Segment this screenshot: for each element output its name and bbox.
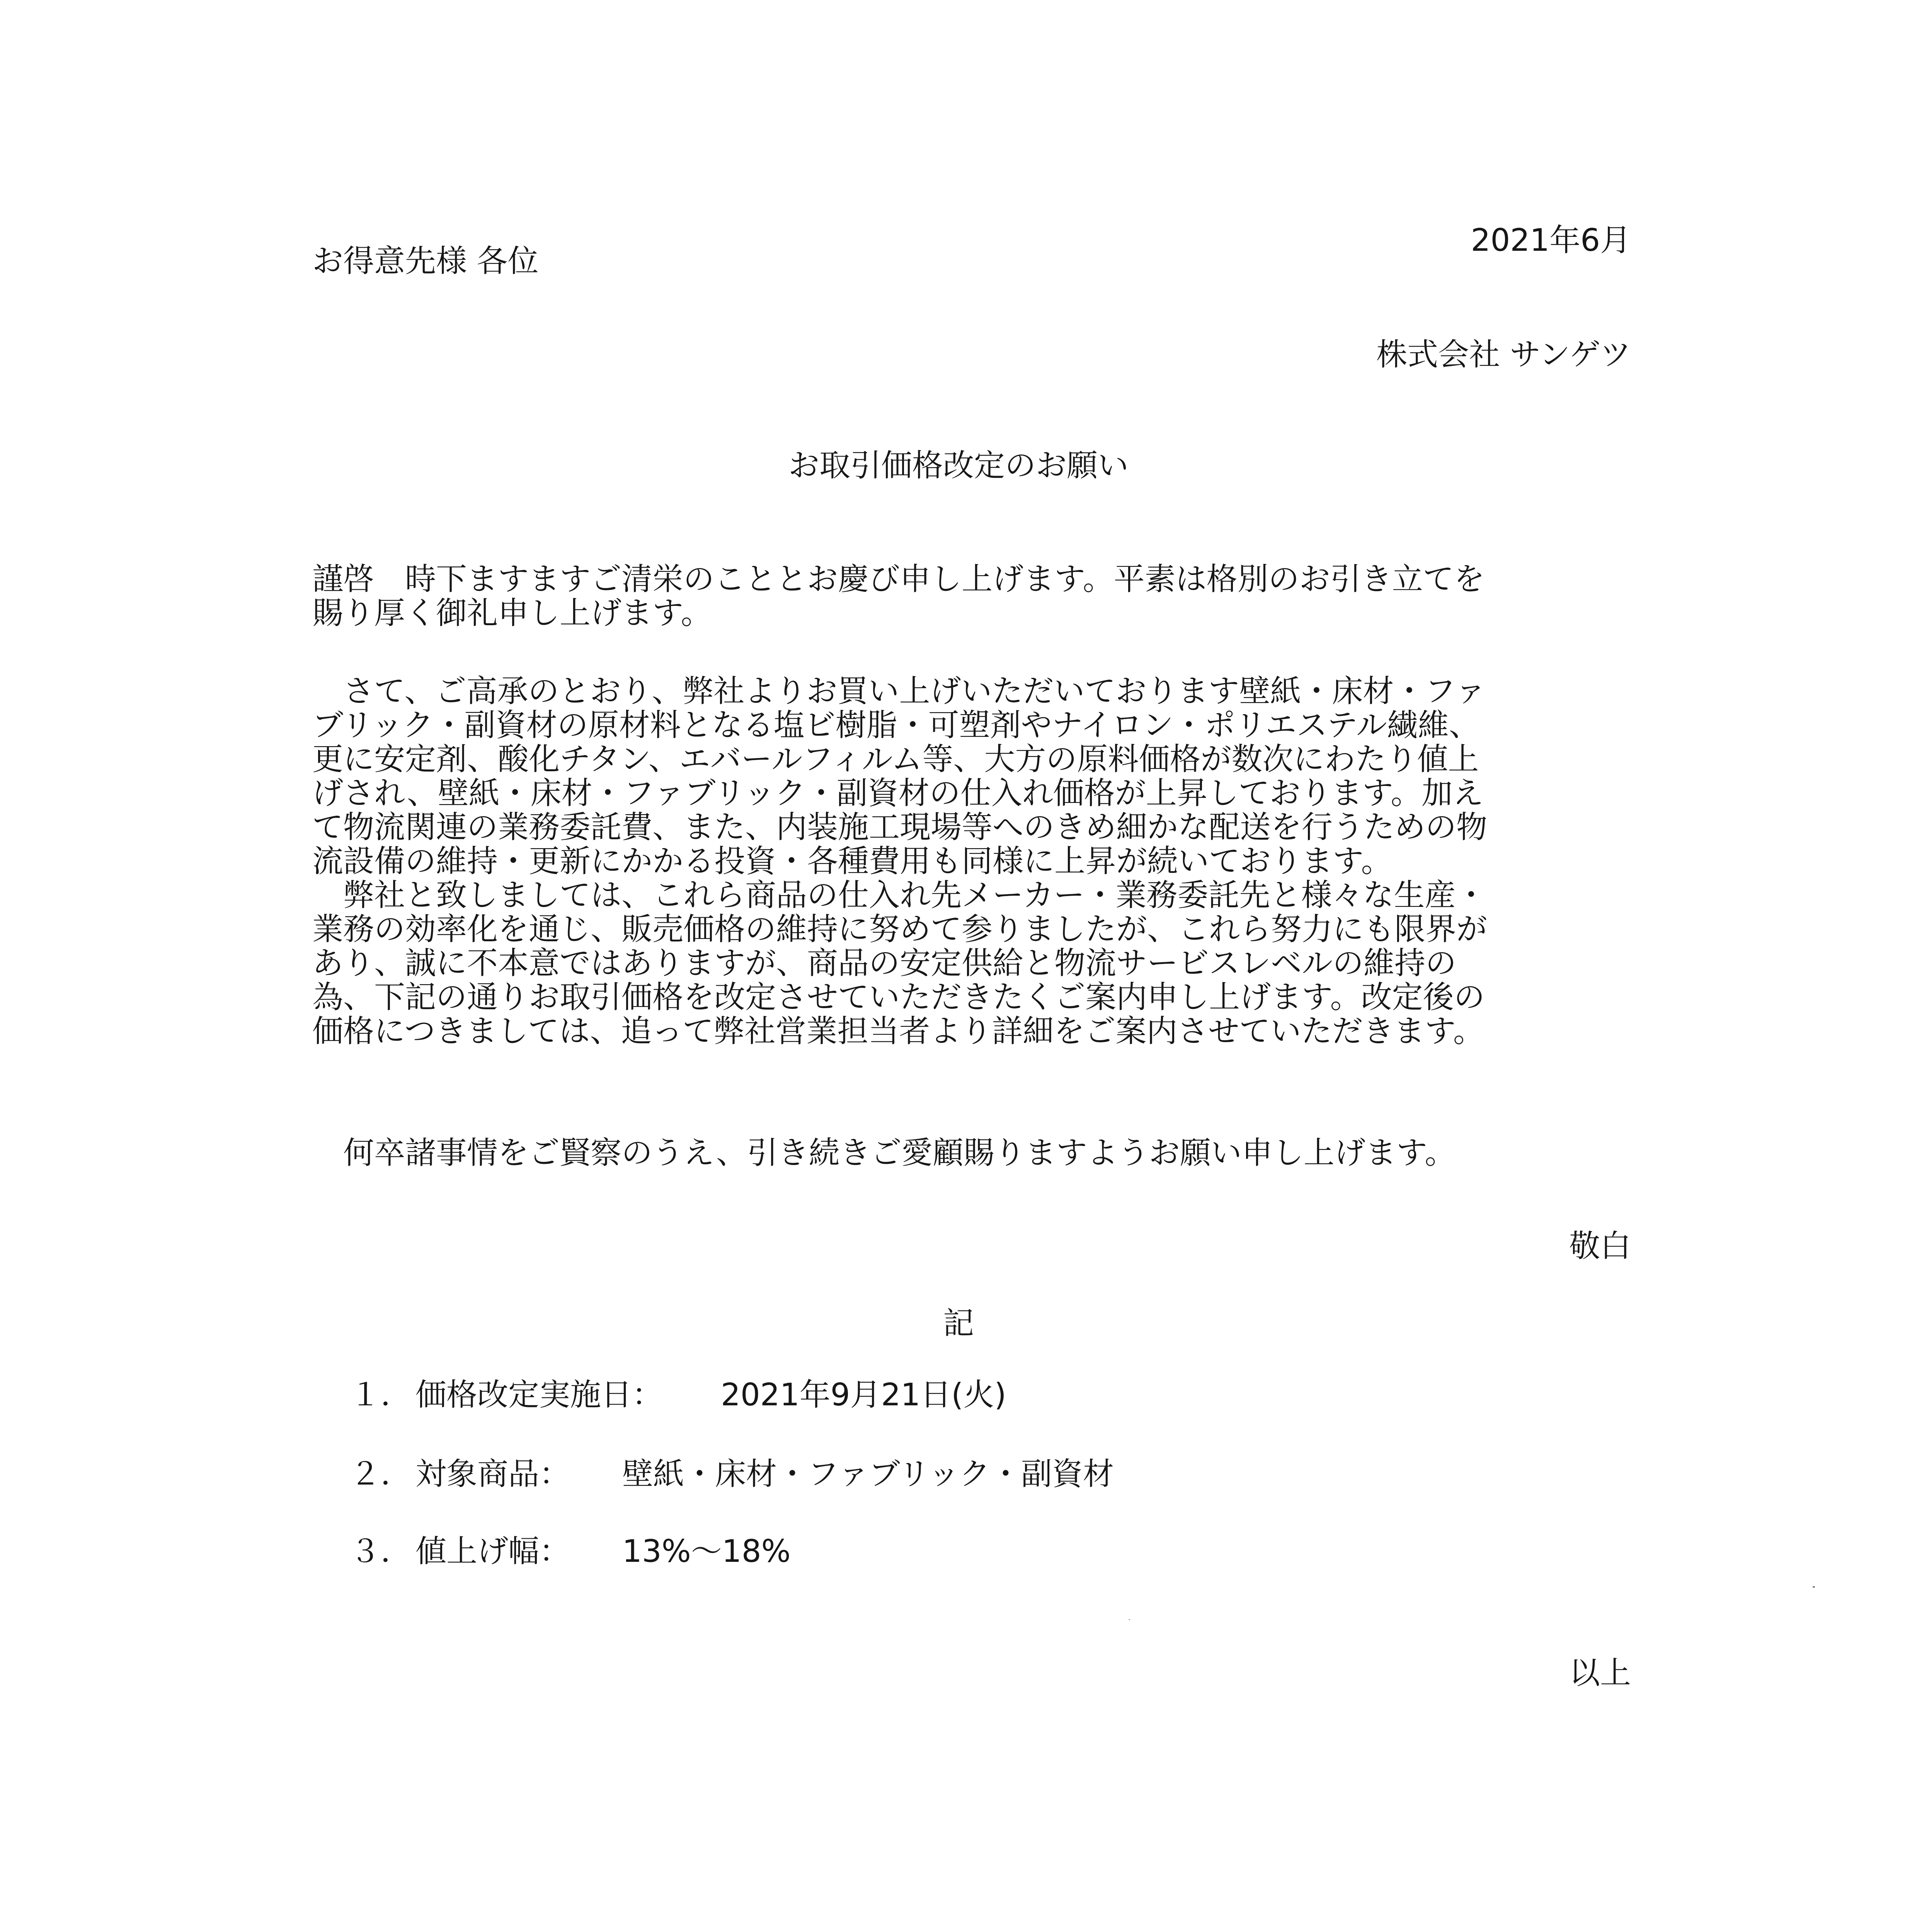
greeting-line: 謹啓 時下ますますご清栄のこととお慶び申し上げます。平素は格別のお引き立てを — [312, 561, 1485, 597]
body-line: あり、誠に不本意ではありますが、商品の安定供給と物流サービスレベルの維持の — [312, 945, 1456, 981]
body-line: 為、下記の通りお取引価格を改定させていただきたくご案内申し上げます。改定後の — [312, 979, 1485, 1015]
body-line: 流設備の維持・更新にかかる投資・各種費用も同様に上昇が続いております。 — [312, 843, 1392, 879]
item-label: 値上げ幅： — [415, 1533, 570, 1569]
item-number: １． — [350, 1377, 412, 1413]
item-value: 13%～18% — [622, 1533, 791, 1569]
body-line: ブリック・副資材の原材料となる塩ビ樹脂・可塑剤やナイロン・ポリエステル繊維、 — [312, 707, 1480, 743]
company-name: 株式会社 サンゲツ — [1376, 337, 1631, 372]
item-label: 価格改定実施日： — [415, 1377, 663, 1413]
date-line: 2021年6月 — [1471, 222, 1631, 258]
ki-heading: 記 — [943, 1305, 974, 1341]
greeting-line: 賜り厚く御礼申し上げます。 — [312, 595, 712, 631]
recipient-line: お得意先様 各位 — [312, 243, 539, 279]
body-line: 弊社と致しましては、これら商品の仕入れ先メーカー・業務委託先と様々な生産・ — [312, 877, 1487, 913]
scan-speck — [1129, 1619, 1130, 1620]
item-number: ３． — [350, 1533, 412, 1569]
item-value: 壁紙・床材・ファブリック・副資材 — [622, 1456, 1114, 1492]
closing-paragraph — [312, 1136, 1626, 1170]
body-line: 更に安定剤、酸化チタン、エバールフィルム等、大方の原料価格が数次にわたり値上 — [312, 741, 1479, 777]
document-title: お取引価格改定のお願い — [788, 447, 1129, 483]
keihaku: 敬白 — [1569, 1228, 1631, 1264]
item-number: ２． — [350, 1456, 412, 1492]
scan-speck — [1813, 1586, 1815, 1588]
body-line: さて、ご高承のとおり、弊社よりお買い上げいただいております壁紙・床材・ファ — [312, 673, 1486, 709]
greeting-paragraph — [312, 562, 1626, 630]
body-line: て物流関連の業務委託費、また、内装施工現場等へのきめ細かな配送を行うための物 — [312, 809, 1487, 845]
body-line: げされ、壁紙・床材・ファブリック・副資材の仕入れ価格が上昇しております。加え — [312, 775, 1484, 811]
body-paragraph — [312, 674, 1626, 1048]
item-label: 対象商品： — [415, 1456, 570, 1492]
ijou: 以上 — [1569, 1655, 1631, 1691]
closing-line: 何卒諸事情をご賢察のうえ、引き続きご愛顧賜りますようお願い申し上げます。 — [312, 1135, 1456, 1171]
body-line: 業務の効率化を通じ、販売価格の維持に努めて参りましたが、これら努力にも限界が — [312, 911, 1487, 947]
item-value: 2021年9月21日(火) — [721, 1377, 1006, 1413]
body-line: 価格につきましては、追って弊社営業担当者より詳細をご案内させていただきます。 — [312, 1013, 1484, 1049]
